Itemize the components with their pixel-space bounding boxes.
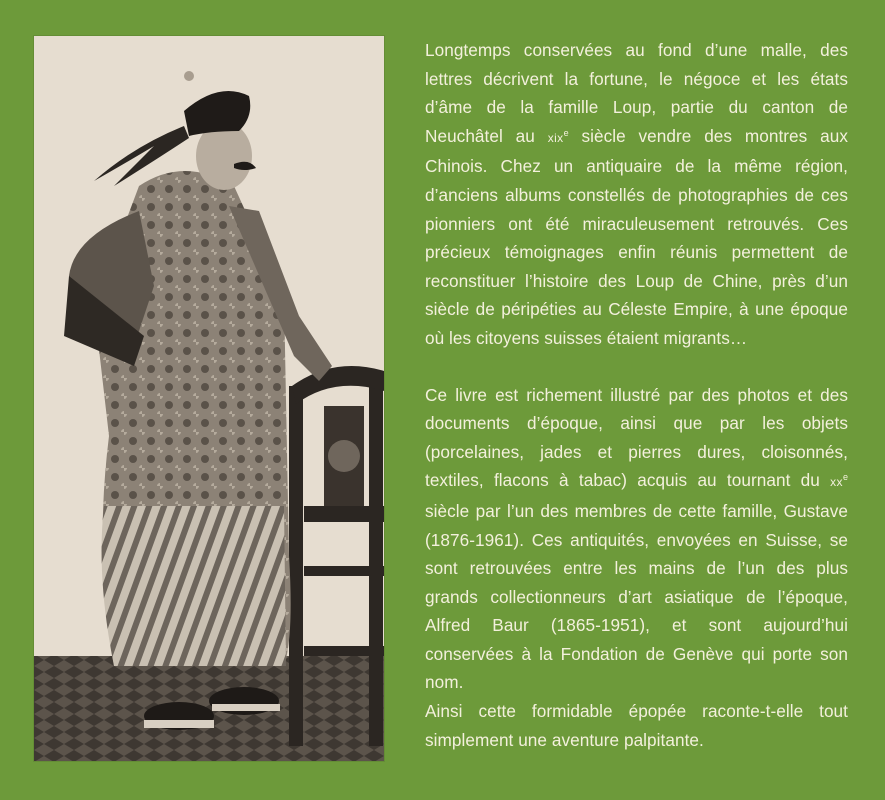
century-superscript: e <box>563 127 569 138</box>
century-numeral: xx <box>830 475 843 490</box>
century-superscript: e <box>842 472 848 483</box>
paragraph-2: Ce livre est richement illustré par des photos et des documents d’époque, ainsi que par les objets (porcelaines, jades et pierres dures, cloisonnés, textiles, flacons à tabac) acquis au tournant du $xx^e$ siècle par l’un des membres de cette famille, Gustave (1876-1961). Ces antiquités, envoyées en Suisse, se sont retrouvées entre les mains de l’un des plus grands collectionneurs d’art asiatique de l’époque, Alfred Baur (1865-1951), et sont aujourd’hui conservées à la Fondation de Genève qui porte son nom. <box>425 384 848 693</box>
paragraph-3: Ainsi cette formidable épopée raconte-t-elle tout simplement une aventure palpitante. <box>425 701 848 750</box>
paragraph-1: Longtemps conservées au fond d’une malle, des lettres décrivent la fortune, le négoce et les états d’âme de la famille Loup, partie du canton de Neuchâtel au xix$^e$ siècle vendre des montres aux Chinois. Chez un antiquaire de la même région, d’anciens albums constellés de photographies de ces pionniers ont été miraculeusement retrouvés. Ces précieux témoignages enfin réunis permettent de reconstituer l’histoire des Loup de Chine, près d’un siècle de péripéties au Céleste Empire, à une époque où les citoyens suisses étaient migrants… <box>425 40 848 348</box>
century-numeral: xix <box>547 130 564 145</box>
historical-photo <box>34 36 384 761</box>
book-description <box>425 36 848 754</box>
